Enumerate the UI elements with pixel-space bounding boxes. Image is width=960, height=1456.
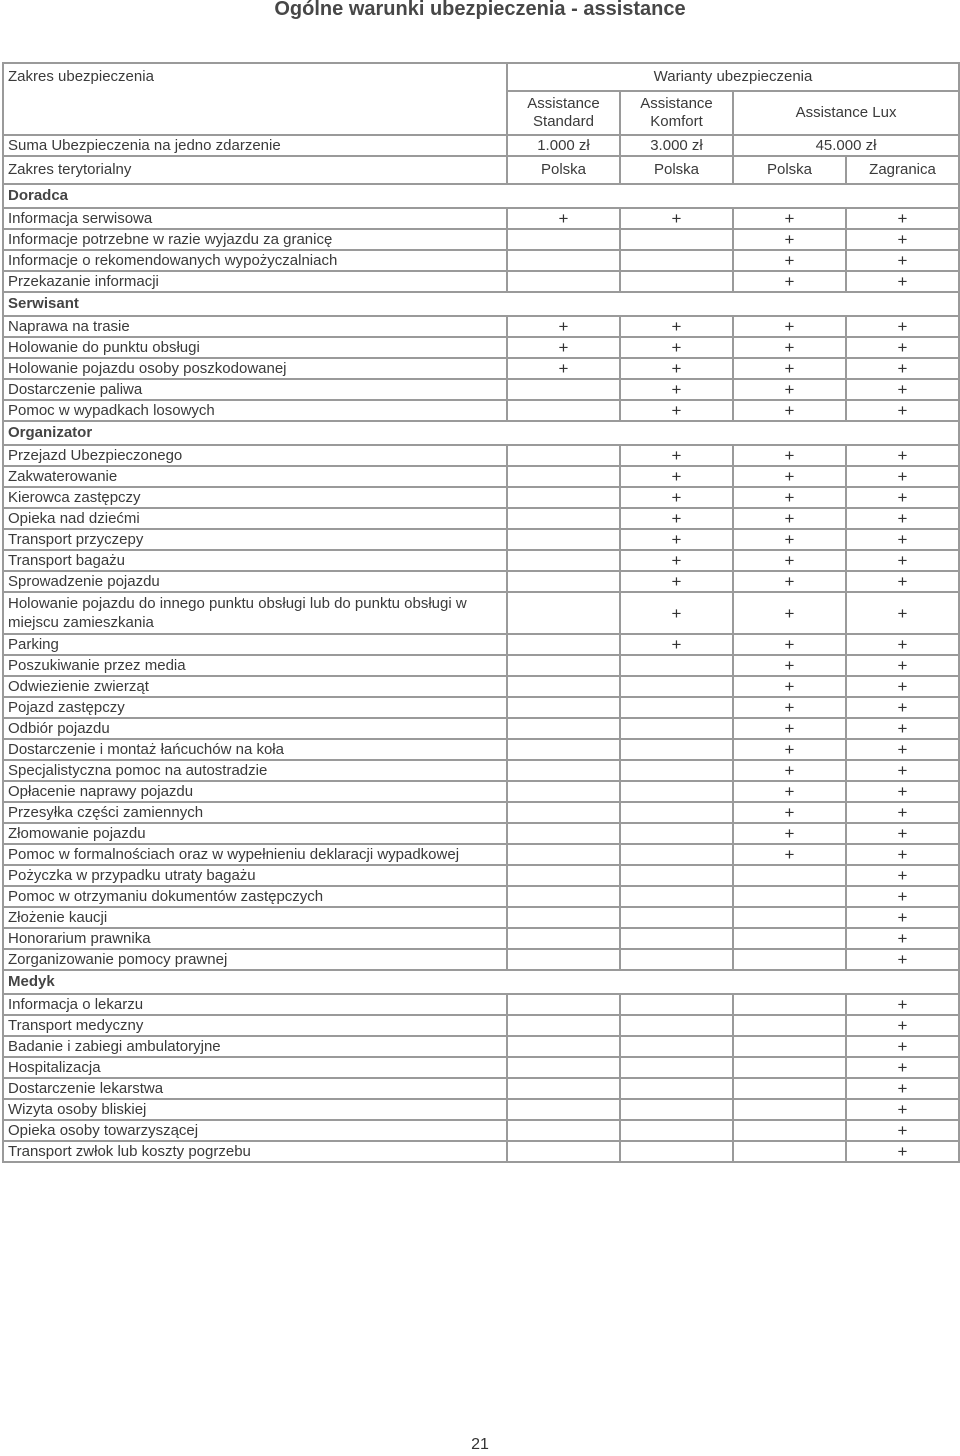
table-row [3, 634, 959, 655]
table-row [3, 886, 959, 907]
coverage-mark: + [733, 487, 846, 508]
coverage-mark [507, 865, 620, 886]
coverage-mark: + [507, 208, 620, 229]
coverage-mark [507, 994, 620, 1015]
service-label: Holowanie do punktu obsługi [3, 337, 507, 358]
table-row [3, 802, 959, 823]
coverage-mark: + [733, 760, 846, 781]
service-label: Zorganizowanie pomocy prawnej [3, 949, 507, 970]
coverage-mark [507, 550, 620, 571]
table-row [3, 655, 959, 676]
service-label: Transport zwłok lub koszty pogrzebu [3, 1141, 507, 1162]
coverage-mark: + [733, 466, 846, 487]
coverage-mark [733, 1099, 846, 1120]
coverage-mark: + [733, 316, 846, 337]
coverage-mark: + [733, 655, 846, 676]
service-label: Informacje potrzebne w razie wyjazdu za granicę [3, 229, 507, 250]
page-title: Ogólne warunki ubezpieczenia - assistance [274, 0, 686, 20]
coverage-mark: + [620, 592, 733, 634]
table-row [3, 907, 959, 928]
coverage-mark [507, 676, 620, 697]
coverage-mark [507, 718, 620, 739]
coverage-mark: + [846, 208, 959, 229]
coverage-mark [620, 1099, 733, 1120]
table-row [3, 760, 959, 781]
coverage-mark [620, 697, 733, 718]
service-label: Informacja o lekarzu [3, 994, 507, 1015]
table-row [3, 508, 959, 529]
coverage-mark [733, 1141, 846, 1162]
section-title: Organizator [3, 421, 959, 445]
coverage-mark [733, 928, 846, 949]
coverage-mark: + [733, 592, 846, 634]
coverage-mark [507, 886, 620, 907]
coverage-mark [620, 781, 733, 802]
coverage-mark: + [620, 487, 733, 508]
variants-label: Warianty ubezpieczenia [507, 63, 959, 91]
coverage-mark [620, 676, 733, 697]
table-row [3, 781, 959, 802]
coverage-mark [620, 994, 733, 1015]
coverage-mark: + [620, 529, 733, 550]
coverage-mark: + [733, 571, 846, 592]
coverage-mark [733, 865, 846, 886]
section-row [3, 970, 959, 994]
coverage-mark [507, 250, 620, 271]
service-label: Holowanie pojazdu osoby poszkodowanej [3, 358, 507, 379]
table-row [3, 592, 959, 634]
coverage-mark: + [846, 571, 959, 592]
coverage-mark [507, 379, 620, 400]
coverage-mark: + [846, 508, 959, 529]
service-label: Dostarczenie paliwa [3, 379, 507, 400]
territory-row [3, 156, 959, 184]
header-row [3, 63, 959, 91]
table-row [3, 529, 959, 550]
service-label: Przesyłka części zamiennych [3, 802, 507, 823]
coverage-mark: + [846, 928, 959, 949]
service-label: Transport bagażu [3, 550, 507, 571]
coverage-mark: + [846, 1141, 959, 1162]
coverage-mark: + [620, 571, 733, 592]
table-row [3, 208, 959, 229]
variant-lux: Assistance Lux [733, 91, 959, 135]
coverage-mark [507, 400, 620, 421]
coverage-mark: + [733, 802, 846, 823]
section-title: Medyk [3, 970, 959, 994]
coverage-mark [733, 949, 846, 970]
coverage-mark: + [846, 676, 959, 697]
coverage-mark [507, 634, 620, 655]
coverage-mark [620, 229, 733, 250]
table-row [3, 316, 959, 337]
section-row [3, 184, 959, 208]
table-row [3, 823, 959, 844]
table-row [3, 337, 959, 358]
table-row [3, 718, 959, 739]
coverage-mark: + [733, 508, 846, 529]
coverage-mark: + [846, 1036, 959, 1057]
coverage-mark [620, 886, 733, 907]
table-row [3, 994, 959, 1015]
coverage-mark: + [846, 634, 959, 655]
coverage-mark: + [620, 634, 733, 655]
coverage-mark: + [846, 1078, 959, 1099]
coverage-mark [620, 1057, 733, 1078]
service-label: Pomoc w otrzymaniu dokumentów zastępczych [3, 886, 507, 907]
coverage-mark [620, 1120, 733, 1141]
service-label: Holowanie pojazdu do innego punktu obsługi lub do punktu obsługi w miejscu zamieszkania [3, 592, 507, 634]
coverage-mark: + [620, 508, 733, 529]
service-label: Opłacenie naprawy pojazdu [3, 781, 507, 802]
coverage-mark: + [846, 229, 959, 250]
coverage-mark: + [620, 445, 733, 466]
coverage-mark: + [620, 358, 733, 379]
coverage-mark [507, 529, 620, 550]
coverage-mark: + [846, 949, 959, 970]
coverage-mark: + [846, 739, 959, 760]
coverage-mark: + [733, 271, 846, 292]
coverage-mark: + [507, 316, 620, 337]
coverage-mark [507, 229, 620, 250]
coverage-mark [507, 1057, 620, 1078]
coverage-mark [507, 466, 620, 487]
table-row [3, 487, 959, 508]
coverage-mark [507, 823, 620, 844]
coverage-mark [507, 949, 620, 970]
coverage-mark: + [846, 844, 959, 865]
sum-label: Suma Ubezpieczenia na jedno zdarzenie [3, 135, 507, 156]
coverage-mark: + [733, 445, 846, 466]
service-label: Informacje o rekomendowanych wypożyczalniach [3, 250, 507, 271]
coverage-mark: + [733, 844, 846, 865]
coverage-mark [620, 949, 733, 970]
coverage-mark: + [846, 1099, 959, 1120]
coverage-mark [507, 1078, 620, 1099]
service-label: Sprowadzenie pojazdu [3, 571, 507, 592]
coverage-mark [620, 802, 733, 823]
coverage-mark [620, 1015, 733, 1036]
service-label: Złomowanie pojazdu [3, 823, 507, 844]
coverage-mark: + [733, 400, 846, 421]
coverage-mark [507, 907, 620, 928]
service-label: Parking [3, 634, 507, 655]
coverage-mark [507, 508, 620, 529]
coverage-mark: + [846, 592, 959, 634]
table-row [3, 229, 959, 250]
coverage-mark [507, 1141, 620, 1162]
section-title: Doradca [3, 184, 959, 208]
coverage-mark [507, 739, 620, 760]
coverage-mark: + [733, 208, 846, 229]
coverage-mark: + [846, 400, 959, 421]
table-row [3, 379, 959, 400]
service-label: Przekazanie informacji [3, 271, 507, 292]
table-row [3, 550, 959, 571]
table-row [3, 928, 959, 949]
coverage-mark: + [620, 550, 733, 571]
territory-lux-poland: Polska [733, 156, 846, 184]
service-label: Kierowca zastępczy [3, 487, 507, 508]
coverage-mark: + [620, 400, 733, 421]
service-label: Poszukiwanie przez media [3, 655, 507, 676]
coverage-mark: + [846, 337, 959, 358]
sum-lux: 45.000 zł [733, 135, 959, 156]
coverage-mark: + [733, 739, 846, 760]
coverage-mark: + [620, 337, 733, 358]
coverage-mark: + [620, 466, 733, 487]
service-label: Pojazd zastępczy [3, 697, 507, 718]
coverage-mark [620, 655, 733, 676]
table-row [3, 844, 959, 865]
territory-standard: Polska [507, 156, 620, 184]
coverage-mark [733, 1015, 846, 1036]
coverage-mark [507, 571, 620, 592]
coverage-mark: + [846, 445, 959, 466]
coverage-table [2, 62, 960, 1163]
service-label: Opieka nad dziećmi [3, 508, 507, 529]
coverage-mark: + [846, 1120, 959, 1141]
coverage-mark [733, 1078, 846, 1099]
table-row [3, 1036, 959, 1057]
coverage-mark: + [733, 358, 846, 379]
coverage-mark [733, 1036, 846, 1057]
variant-standard: Assistance Standard [507, 91, 620, 135]
table-row [3, 1078, 959, 1099]
service-label: Honorarium prawnika [3, 928, 507, 949]
coverage-mark [733, 1057, 846, 1078]
coverage-mark: + [733, 229, 846, 250]
coverage-mark [507, 655, 620, 676]
service-label: Zakwaterowanie [3, 466, 507, 487]
coverage-mark [620, 1036, 733, 1057]
service-label: Specjalistyczna pomoc na autostradzie [3, 760, 507, 781]
coverage-mark: + [733, 337, 846, 358]
table-row [3, 358, 959, 379]
service-label: Opieka osoby towarzyszącej [3, 1120, 507, 1141]
coverage-mark [620, 928, 733, 949]
scope-label: Zakres ubezpieczenia [3, 63, 507, 135]
coverage-mark: + [733, 634, 846, 655]
section-title: Serwisant [3, 292, 959, 316]
coverage-mark: + [846, 316, 959, 337]
service-label: Dostarczenie i montaż łańcuchów na koła [3, 739, 507, 760]
coverage-mark [620, 1141, 733, 1162]
table-row [3, 1015, 959, 1036]
coverage-mark: + [846, 823, 959, 844]
coverage-mark [620, 718, 733, 739]
service-label: Złożenie kaucji [3, 907, 507, 928]
sum-standard: 1.000 zł [507, 135, 620, 156]
coverage-mark: + [507, 358, 620, 379]
service-label: Transport medyczny [3, 1015, 507, 1036]
coverage-mark [620, 760, 733, 781]
table-row [3, 676, 959, 697]
coverage-mark: + [846, 865, 959, 886]
sum-komfort: 3.000 zł [620, 135, 733, 156]
coverage-mark: + [846, 250, 959, 271]
table-row [3, 949, 959, 970]
coverage-mark [620, 907, 733, 928]
coverage-mark: + [846, 1015, 959, 1036]
coverage-mark [507, 271, 620, 292]
coverage-mark [507, 1036, 620, 1057]
coverage-mark: + [620, 379, 733, 400]
coverage-mark [507, 1015, 620, 1036]
coverage-mark: + [846, 379, 959, 400]
coverage-mark: + [733, 676, 846, 697]
coverage-mark: + [846, 781, 959, 802]
table-row [3, 865, 959, 886]
table-row [3, 1141, 959, 1162]
coverage-mark: + [733, 697, 846, 718]
coverage-mark: + [846, 697, 959, 718]
coverage-mark [507, 445, 620, 466]
service-label: Badanie i zabiegi ambulatoryjne [3, 1036, 507, 1057]
service-label: Hospitalizacja [3, 1057, 507, 1078]
coverage-mark: + [733, 823, 846, 844]
coverage-mark [507, 802, 620, 823]
section-row [3, 292, 959, 316]
coverage-mark: + [620, 316, 733, 337]
coverage-mark [507, 697, 620, 718]
coverage-mark: + [733, 529, 846, 550]
table-row [3, 250, 959, 271]
coverage-mark [507, 1120, 620, 1141]
coverage-mark [733, 994, 846, 1015]
service-label: Naprawa na trasie [3, 316, 507, 337]
coverage-mark: + [733, 250, 846, 271]
coverage-mark: + [846, 1057, 959, 1078]
service-label: Pożyczka w przypadku utraty bagażu [3, 865, 507, 886]
coverage-mark [507, 592, 620, 634]
territory-label: Zakres terytorialny [3, 156, 507, 184]
coverage-mark: + [846, 466, 959, 487]
territory-komfort: Polska [620, 156, 733, 184]
coverage-mark [507, 781, 620, 802]
coverage-mark [620, 271, 733, 292]
coverage-mark: + [846, 529, 959, 550]
sum-row [3, 135, 959, 156]
coverage-mark [620, 844, 733, 865]
table-row [3, 1057, 959, 1078]
coverage-mark [620, 1078, 733, 1099]
service-label: Pomoc w wypadkach losowych [3, 400, 507, 421]
table-row [3, 271, 959, 292]
coverage-mark: + [846, 487, 959, 508]
section-row [3, 421, 959, 445]
service-label: Wizyta osoby bliskiej [3, 1099, 507, 1120]
table-row [3, 739, 959, 760]
coverage-mark: + [733, 718, 846, 739]
service-label: Przejazd Ubezpieczonego [3, 445, 507, 466]
table-row [3, 445, 959, 466]
service-label: Odbiór pojazdu [3, 718, 507, 739]
coverage-mark: + [846, 358, 959, 379]
coverage-mark [507, 928, 620, 949]
service-label: Transport przyczepy [3, 529, 507, 550]
coverage-mark: + [846, 760, 959, 781]
service-label: Odwiezienie zwierząt [3, 676, 507, 697]
table-row [3, 1120, 959, 1141]
table-row [3, 1099, 959, 1120]
coverage-mark [507, 487, 620, 508]
coverage-mark: + [733, 550, 846, 571]
coverage-mark [507, 1099, 620, 1120]
coverage-mark [733, 1120, 846, 1141]
coverage-mark [733, 907, 846, 928]
table-row [3, 697, 959, 718]
coverage-mark [620, 865, 733, 886]
coverage-mark: + [733, 379, 846, 400]
coverage-mark [620, 823, 733, 844]
coverage-mark: + [846, 886, 959, 907]
service-label: Pomoc w formalnościach oraz w wypełnieniu deklaracji wypadkowej [3, 844, 507, 865]
coverage-mark: + [846, 994, 959, 1015]
coverage-mark: + [846, 271, 959, 292]
coverage-mark: + [846, 718, 959, 739]
coverage-mark [620, 739, 733, 760]
coverage-mark [507, 844, 620, 865]
page-number: 21 [471, 1436, 489, 1453]
coverage-mark: + [733, 781, 846, 802]
coverage-mark: + [846, 550, 959, 571]
territory-lux-abroad: Zagranica [846, 156, 959, 184]
table-row [3, 400, 959, 421]
coverage-mark: + [846, 802, 959, 823]
variant-komfort: Assistance Komfort [620, 91, 733, 135]
coverage-mark [507, 760, 620, 781]
table-row [3, 571, 959, 592]
coverage-mark: + [620, 208, 733, 229]
service-label: Dostarczenie lekarstwa [3, 1078, 507, 1099]
coverage-mark: + [507, 337, 620, 358]
table-row [3, 466, 959, 487]
coverage-mark: + [846, 907, 959, 928]
coverage-mark [733, 886, 846, 907]
coverage-mark [620, 250, 733, 271]
service-label: Informacja serwisowa [3, 208, 507, 229]
coverage-mark: + [846, 655, 959, 676]
